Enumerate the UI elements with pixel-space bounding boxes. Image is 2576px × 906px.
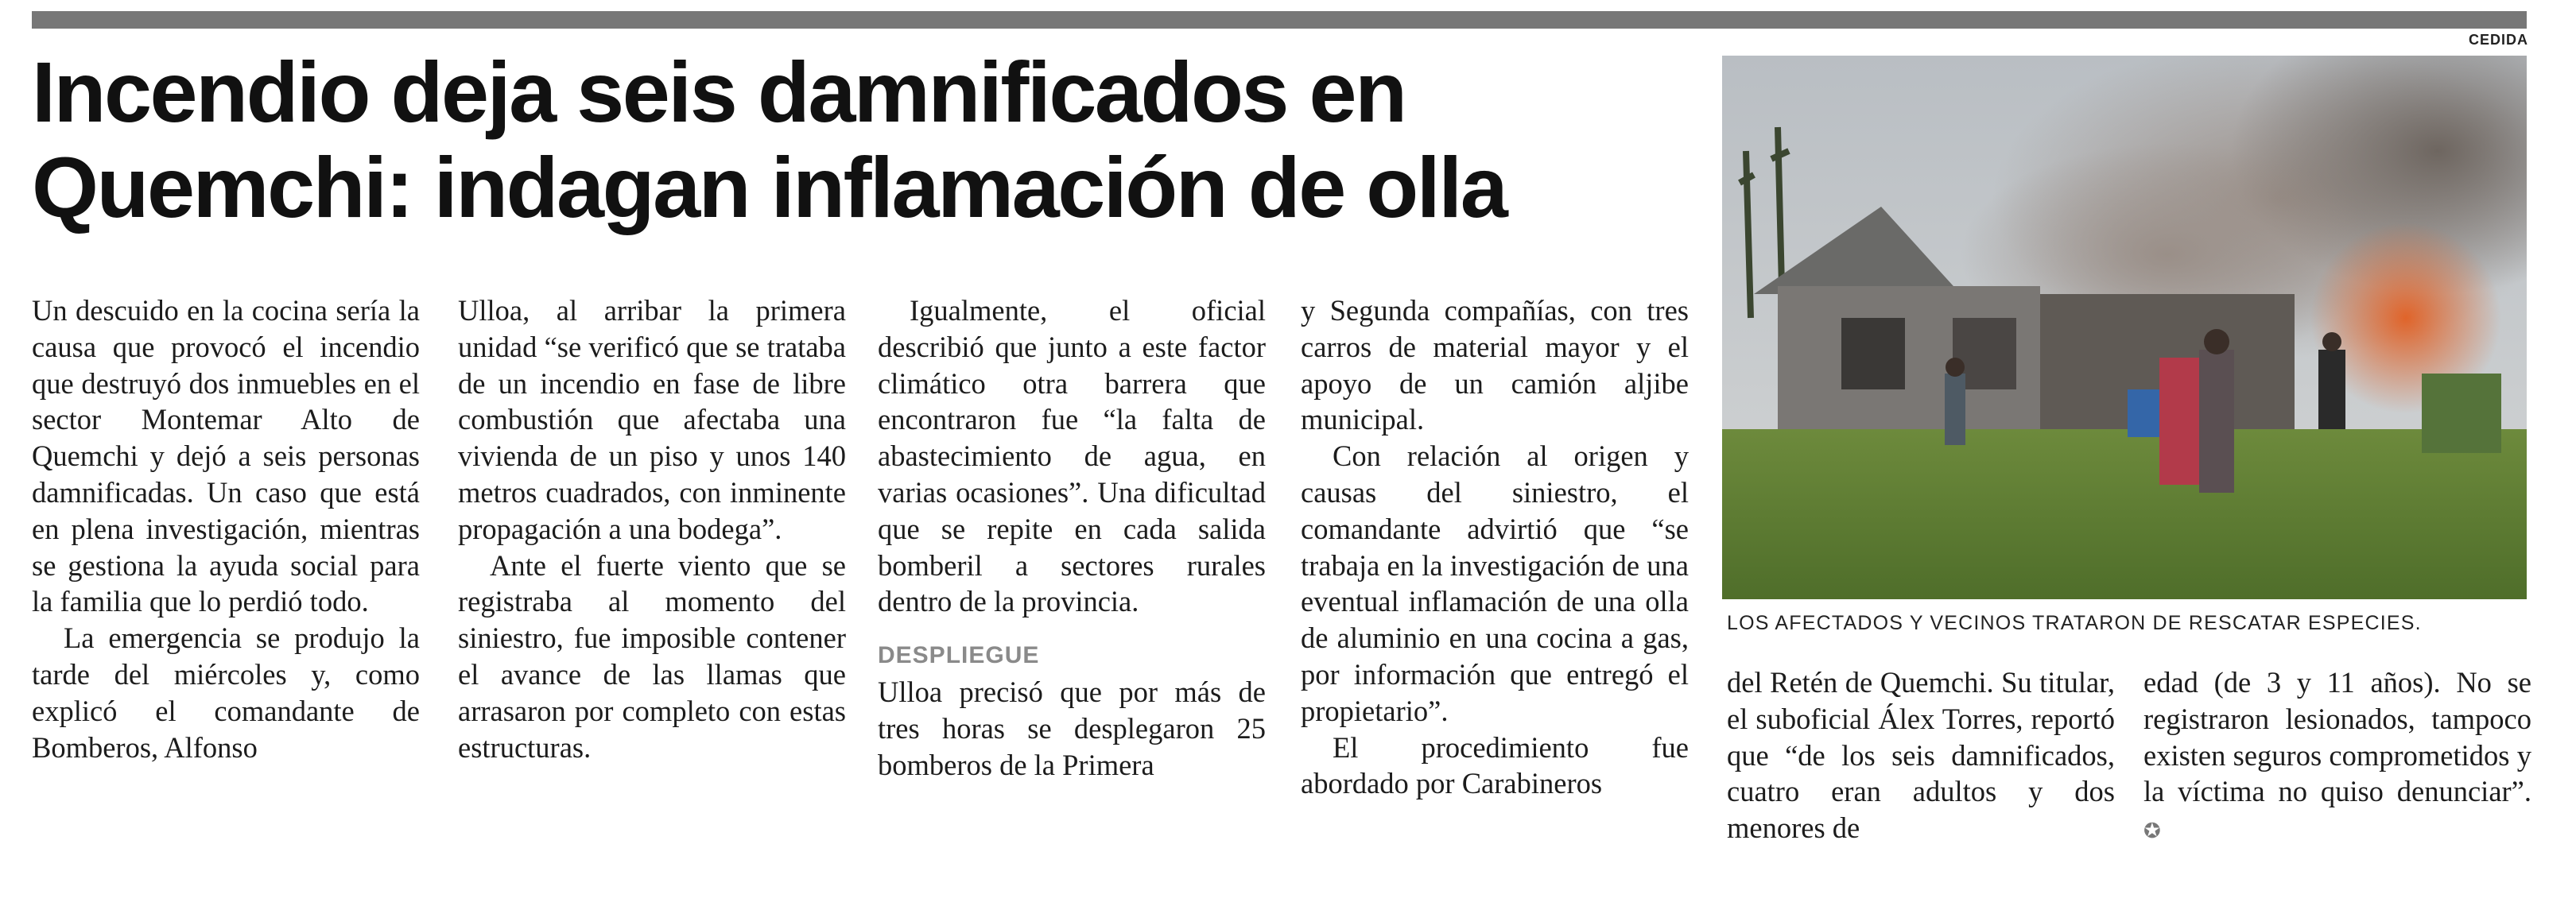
paragraph: y Segunda compañías, con tres carros de material mayor y el apoyo de un camión aljibe municipal. [1301,294,1689,436]
article-column-4 [1301,292,1689,802]
headline-line-2: Quemchi: indagan inflamación de olla [32,139,1507,235]
headline [32,45,1686,235]
section-subhead: DESPLIEGUE [878,642,1040,669]
paragraph: Ulloa precisó que por más de tres horas se desplegaron 25 bomberos de la Primera [878,676,1266,781]
paragraph: El procedimiento fue abordado por Carabineros [1301,730,1689,800]
article-column-2 [458,292,846,765]
paragraph: Un descuido en la cocina sería la causa que provocó el incendio que destruyó dos inmuebles en el sector Montemar Alto de Quemchi y dejó a seis personas damnificadas. Un caso que está en plena investigación, mientras se gestiona la ayuda social para la familia que lo perdió todo. [32,294,420,618]
paragraph: Ante el fuerte viento que se registraba al momento del siniestro, fue imposible contener el avance de las llamas que arrasaron por completo con estas estructuras. [458,548,846,764]
photo-credit: CEDIDA [2468,32,2528,48]
paragraph: Igualmente, el oficial describió que junto a este factor climático otra barrera que encontraron fue “la falta de abastecimiento de agua, en varias ocasiones”. Una dificultad que se repite en cada salida bomberil a sectores rurales dentro de la provincia. [878,294,1266,618]
article-column-5 [1727,664,2115,846]
house-fire-photo [1722,56,2527,599]
paragraph: Ulloa, al arribar la primera unidad “se verificó que se trataba de un incendio en fase de libre combustión que afectaba una vivienda de un piso y unos 140 metros cuadrados, con inminente propagación a una bodega”. [458,294,846,545]
photo-caption: LOS AFECTADOS Y VECINOS TRATARON DE RESCATAR ESPECIES. [1727,612,2422,634]
top-rule [32,11,2527,29]
paragraph-text: edad (de 3 y 11 años). No se registraron lesionados, tampoco existen seguros comprometidos y la víctima no quiso denunciar”. [2143,666,2531,808]
article-column-3 [878,292,1266,784]
paragraph: del Retén de Quemchi. Su titular, el suboficial Álex Torres, reportó que “de los seis damnificados, cuatro eran adultos y dos menores de [1727,666,2115,845]
article-column-6 [2143,664,2531,850]
paragraph: Con relación al origen y causas del siniestro, el comandante advirtió que “se trabaja en la investigación de una eventual inflamación de una olla de aluminio en una cocina a gas, por información que entregó el propietario”. [1301,439,1689,727]
article-column-1 [32,292,420,765]
paragraph [2143,664,2531,850]
photo-illustration [1722,56,2527,599]
end-mark-icon: ✪ [2143,819,2161,843]
paragraph: La emergencia se produjo la tarde del miércoles y, como explicó el comandante de Bomberos, Alfonso [32,621,420,764]
headline-line-1: Incendio deja seis damnificados en [32,44,1406,140]
